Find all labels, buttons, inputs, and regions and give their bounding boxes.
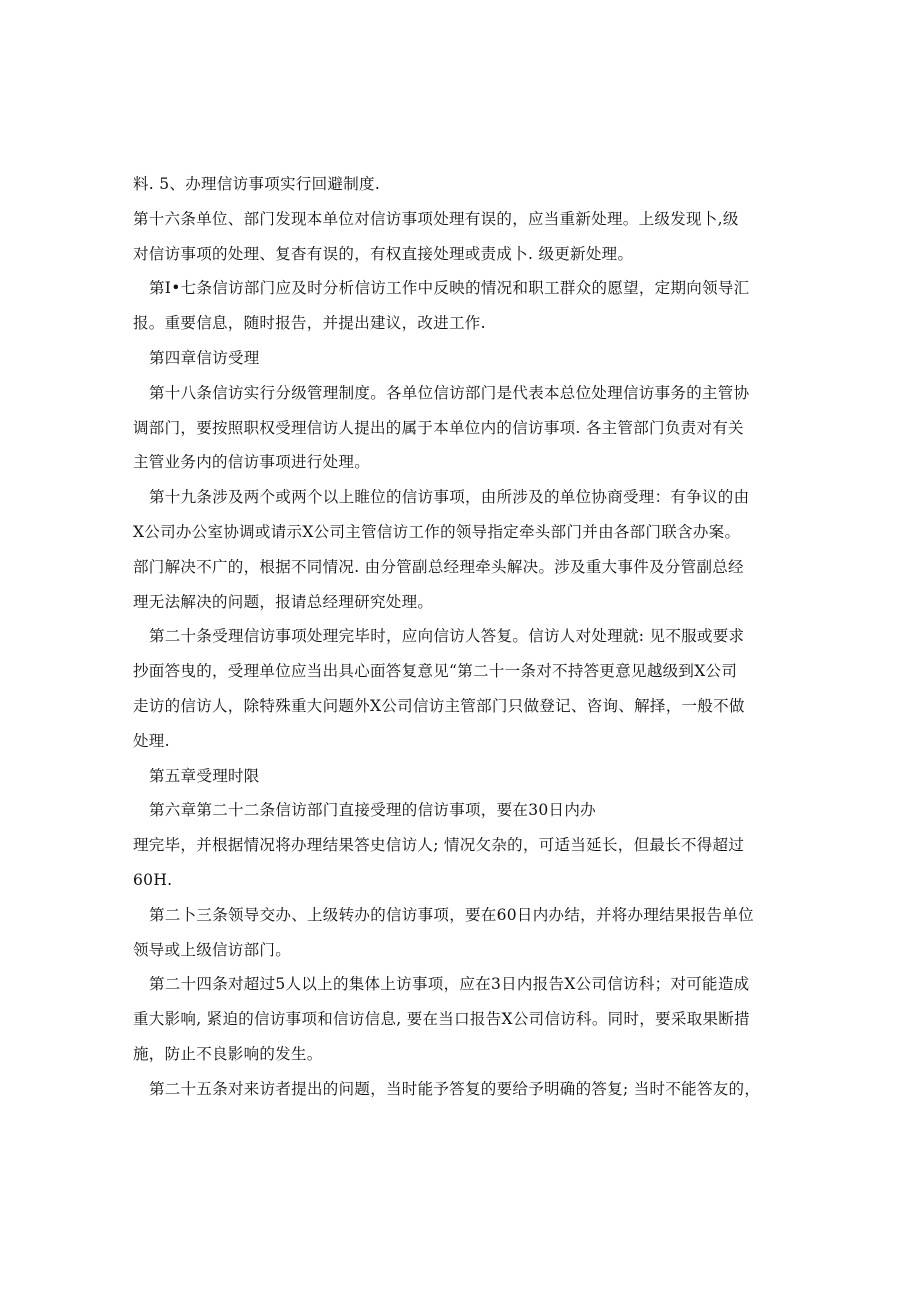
text-line: 理完毕，并根据情况将办理结果答史信访人; 情况攵杂的，可适当延长，但最长不得超过 [133,836,745,855]
text-line: 调部门，要按照职权受理信访人提出的属于本单位内的信访事项. 各主管部门负责对有关 [133,418,744,437]
chapter-heading: 第五章受理时限 [149,766,260,785]
text-line: 第十九条涉及两个或两个以上睢位的信访事项，由所涉及的单位协商受理：有争议的由 [149,488,750,507]
text-line: 第二十四条对超过5人以上的集体上访事项，应在3日内报告X公司信访科；对可能造成 [149,975,750,994]
text-line: 报。重要信息，随时报告，并提出建议，改进工作. [133,314,486,333]
text-line: 处理. [133,731,170,750]
text-line: 主管业务内的信访事项进行处理。 [133,453,371,472]
text-line: 重大影响, 紧迫的信访事项和信访信息, 要在当口报告X公司信访科。同时，要采取果断措 [133,1010,750,1029]
text-line: 第六章第二十二条信访部门直接受理的信访事项，要在30日内办 [149,801,596,820]
text-line: 第十六条单位、部门发现本单位对信访事项处理有误的，应当重新处理。上级发现卜,级 [133,209,739,228]
text-line: 第二卜三条领导交办、上级转办的信访事项，要在60日内办结，并将办理结果报告单位 [149,905,754,924]
text-line: 走访的信访人，除特殊重大问题外X公司信访主管部门只做登记、咨询、解择，一般不做 [133,696,745,715]
text-line: 部门解决不广的，根据不同情况. 由分管副总经理牵头解决。涉及重大事件及分管副总经 [133,557,744,576]
text-line: 第二十条受理信访事项处理完毕时，应向信访人答复。信访人对处理就: 见不服或要求 [149,627,745,646]
document-page [133,167,793,1107]
text-line: 理无法解决的问题，报请总经理研究处理。 [133,592,434,611]
text-line: 60H. [133,870,173,889]
text-line: 施，防止不良影响的发生。 [133,1044,323,1063]
text-line: 领导或上级信访部门。 [133,940,292,959]
text-line: 对信访事项的处理、复杳有误的，有权直接处理或责成卜. 级更新处理。 [133,244,634,263]
document-body [133,167,793,1107]
text-line: 第二十五条对来访者提出的问题，当时能予答复的要给予明确的答复; 当时不能答友的， [149,1079,761,1098]
text-line: 料. 5、办理信访事项实行回避制度. [133,175,381,193]
text-line: 第I•七条信访部门应及时分析信访工作中反映的情况和职工群众的愿望，定期向领导汇 [149,279,750,298]
text-line: 抄面答曳的，受理单位应当出具心面答复意见“第二十一条对不持答更意见越级到X公司 [133,662,738,681]
text-line: X公司办公室协调或请示X公司主管信访工作的领导指定牵头部门并由各部门联含办案。 [133,522,741,541]
text-line: 第十八条信访实行分级管理制度。各单位信访部门是代表本总位处理信访事务的主管协 [149,383,750,402]
chapter-heading: 第四章信访受理 [149,348,260,367]
